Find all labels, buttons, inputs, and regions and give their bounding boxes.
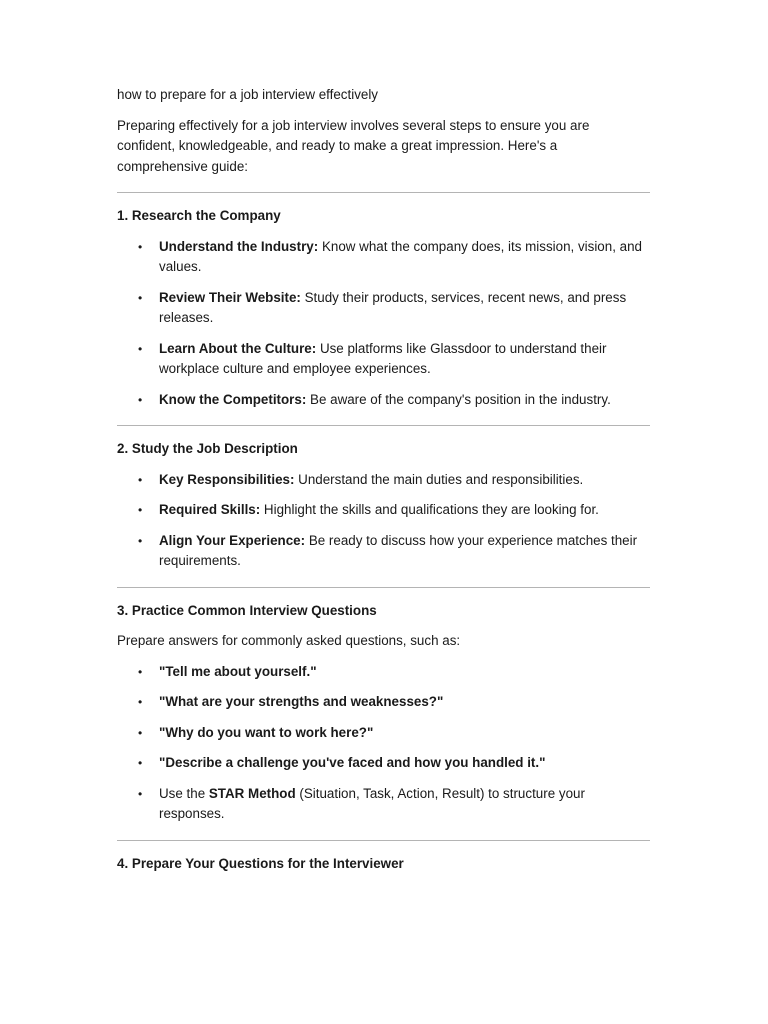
item-label: Understand the Industry: (159, 238, 319, 254)
list-item (117, 390, 650, 411)
item-label: "Describe a challenge you've faced and how you handled it." (159, 755, 546, 770)
list-item (117, 500, 650, 521)
divider (117, 840, 650, 841)
item-label: Know the Competitors: (159, 391, 307, 407)
list-item (117, 237, 650, 278)
bullet-list (117, 662, 650, 825)
section-heading: 4. Prepare Your Questions for the Interviewer (117, 855, 404, 871)
query-text: how to prepare for a job interview effectively (117, 87, 379, 102)
bullet-list (117, 237, 650, 411)
bullet-icon: • (138, 695, 143, 709)
section-practice-questions (117, 601, 650, 825)
list-item (117, 339, 650, 380)
item-label: "Tell me about yourself." (159, 663, 317, 679)
item-prefix: Use the (159, 785, 209, 801)
section-heading: 2. Study the Job Description (117, 441, 298, 456)
bullet-icon: • (138, 472, 143, 487)
divider (117, 425, 650, 426)
section-study-job-description (117, 439, 650, 572)
list-item (117, 692, 650, 713)
item-label: Key Responsibilities: (159, 471, 295, 487)
list-item (117, 723, 650, 744)
document (117, 85, 650, 884)
item-text: Highlight the skills and qualifications they are looking for. (260, 502, 599, 517)
item-label: Required Skills: (159, 502, 261, 517)
item-label: "What are your strengths and weaknesses?" (159, 694, 444, 709)
section-prepare-questions (117, 854, 650, 875)
list-item (117, 288, 650, 329)
item-text: Understand the main duties and responsibilities. (294, 471, 584, 487)
bullet-icon: • (138, 533, 143, 548)
section-lead: Prepare answers for commonly asked questions, such as: (117, 633, 461, 648)
bullet-icon: • (138, 341, 143, 356)
bullet-icon: • (138, 664, 143, 679)
item-label: Review Their Website: (159, 289, 301, 305)
bullet-icon: • (138, 756, 143, 770)
item-text: Study their products, services, recent news, and press releases. (159, 289, 627, 325)
item-text: Use platforms like Glassdoor to understand their workplace culture and employee experiences. (159, 340, 607, 376)
item-text: Be aware of the company's position in the industry. (306, 391, 611, 407)
section-heading: 3. Practice Common Interview Questions (117, 602, 377, 618)
bullet-icon: • (138, 503, 143, 517)
section-heading: 1. Research the Company (117, 208, 281, 223)
item-text: (Situation, Task, Action, Result) to structure your responses. (159, 785, 585, 821)
item-text: Know what the company does, its mission, vision, and values. (159, 238, 642, 274)
bullet-list (117, 470, 650, 572)
bullet-icon: • (138, 392, 143, 407)
bullet-icon: • (138, 290, 143, 305)
list-item (117, 784, 650, 825)
bullet-icon: • (138, 786, 143, 801)
list-item (117, 470, 650, 491)
intro-paragraph: Preparing effectively for a job interview involves several steps to ensure you are confident, knowledgeable, and ready to make a great impression. Here's a comprehensive guide: (117, 117, 590, 174)
bullet-icon: • (138, 725, 143, 740)
section-research-company (117, 206, 650, 410)
item-label: Learn About the Culture: (159, 340, 317, 356)
list-item (117, 753, 650, 774)
divider (117, 587, 650, 588)
item-label: STAR Method (208, 785, 296, 801)
item-label: "Why do you want to work here?" (159, 724, 374, 740)
list-item (117, 531, 650, 572)
bullet-icon: • (138, 239, 143, 254)
item-text: Be ready to discuss how your experience matches their requirements. (159, 532, 638, 568)
divider (117, 192, 650, 193)
list-item (117, 662, 650, 683)
item-label: Align Your Experience: (159, 532, 306, 548)
